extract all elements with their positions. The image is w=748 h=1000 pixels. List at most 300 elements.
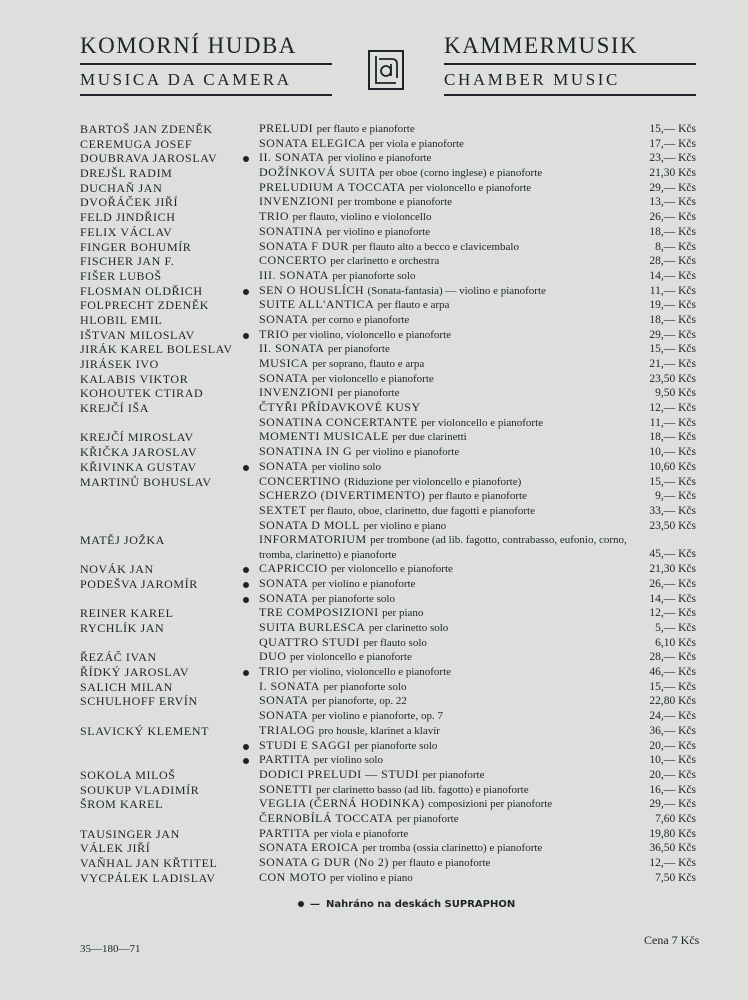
list-item — [0, 812, 748, 827]
work-title: SONATA — [259, 693, 309, 708]
work-instrumentation: per violoncello e pianoforte — [311, 372, 434, 385]
list-item — [0, 460, 748, 475]
composer-name: SCHULHOFF ERVÍN — [80, 694, 198, 709]
price: 11,— Kčs — [649, 284, 696, 297]
work-instrumentation: per violino e pianoforte — [355, 446, 460, 459]
price: 33,— Kčs — [649, 504, 696, 517]
legend-text: Nahráno na deskách SUPRAPHON — [326, 899, 516, 910]
list-item — [0, 372, 748, 387]
work-entry — [259, 475, 634, 490]
price: 23,50 Kčs — [649, 519, 696, 532]
price: 46,— Kčs — [649, 666, 696, 679]
work-entry — [259, 606, 634, 621]
work-title: II. SONATA — [259, 341, 325, 356]
price: 9,50 Kčs — [655, 387, 696, 400]
work-title: ČTYŘI PŘÍDAVKOVÉ KUSY — [259, 400, 421, 415]
work-entry — [259, 621, 634, 636]
price: 45,— Kčs — [649, 548, 696, 561]
work-title: SONATA — [259, 370, 309, 385]
work-entry — [259, 709, 634, 724]
list-item — [0, 313, 748, 328]
work-instrumentation: per violino e pianoforte — [311, 577, 416, 590]
work-instrumentation: per flauto e pianoforte — [316, 123, 415, 135]
composer-name: VÁLEK JIŘÍ — [80, 841, 151, 856]
legend-dash: — — [310, 899, 320, 910]
work-entry — [259, 577, 634, 592]
price: 16,— Kčs — [649, 783, 696, 796]
work-entry — [259, 342, 634, 357]
work-title: STUDI E SAGGI — [259, 737, 351, 752]
work-instrumentation: per flauto alto a becco e clavicembalo — [352, 240, 519, 253]
work-instrumentation: per violoncello e pianoforte — [290, 651, 412, 664]
price: 36,— Kčs — [649, 724, 696, 737]
work-entry — [259, 195, 634, 210]
list-item — [0, 636, 748, 651]
composer-name: KREJČÍ IŠA — [80, 401, 150, 416]
work-entry — [259, 181, 634, 196]
price: 18,— Kčs — [649, 313, 696, 326]
composer-name: SOKOLA MILOŠ — [80, 767, 176, 782]
work-instrumentation: per violino e pianoforte, op. 7 — [311, 710, 443, 723]
header-rule — [80, 94, 332, 96]
composer-name: DOUBRAVA JAROSLAV — [80, 151, 218, 166]
list-item — [0, 166, 748, 181]
work-instrumentation: per flauto e arpa — [377, 299, 450, 312]
work-title: TRIO — [259, 326, 289, 341]
supraphon-logo-icon — [368, 50, 404, 90]
work-entry — [259, 489, 634, 504]
work-entry — [259, 694, 634, 709]
composer-name: KŘIČKA JAROSLAV — [80, 445, 198, 460]
work-title: QUATTRO STUDI — [259, 634, 360, 649]
price: 15,— Kčs — [649, 680, 696, 693]
list-item — [0, 386, 748, 401]
list-item — [0, 328, 748, 343]
work-entry — [259, 841, 634, 856]
composer-name: CEREMUGA JOSEF — [80, 136, 193, 151]
price: 8,— Kčs — [655, 240, 696, 253]
header-left-title: KOMORNÍ HUDBA — [80, 33, 297, 58]
list-item — [0, 151, 748, 166]
list-item — [0, 195, 748, 210]
list-item — [0, 298, 748, 313]
list-item — [0, 416, 748, 431]
list-item — [0, 650, 748, 665]
composer-name: SLAVICKÝ KLEMENT — [80, 723, 210, 738]
header-rule — [80, 63, 332, 65]
work-title: SONATINA IN G — [259, 444, 353, 459]
list-item — [0, 430, 748, 445]
work-title: DODICI PRELUDI — STUDI — [259, 766, 419, 781]
work-entry — [259, 372, 634, 387]
catalog-code: 35—180—71 — [80, 943, 141, 955]
work-title: SCHERZO (DIVERTIMENTO) — [259, 488, 426, 503]
work-title: TRE COMPOSIZIONI — [259, 605, 379, 620]
list-item — [0, 621, 748, 636]
work-entry — [259, 665, 634, 680]
price: 5,— Kčs — [655, 622, 696, 634]
recording-dot-icon — [243, 744, 249, 750]
composer-name: VAŇHAL JAN KŘTITEL — [80, 856, 218, 870]
work-instrumentation: per violino e piano — [329, 871, 413, 884]
work-instrumentation: per violino e pianoforte — [327, 152, 432, 165]
header-left-subtitle: MUSICA DA CAMERA — [80, 70, 292, 89]
work-title: SONATA ELEGICA — [259, 135, 367, 150]
list-item — [0, 504, 748, 519]
list-item — [0, 827, 748, 842]
work-instrumentation: per flauto, oboe, clarinetto, due fagotti e pianoforte — [310, 504, 535, 517]
recording-dot-icon — [243, 670, 249, 676]
work-title: SONATA F DUR — [259, 238, 349, 253]
list-item — [0, 475, 748, 490]
list-item — [0, 797, 748, 812]
price: 14,— Kčs — [649, 269, 696, 282]
work-title: VEGLIA (ČERNÁ HODINKA) — [259, 796, 425, 811]
work-entry — [259, 856, 634, 871]
price: 28,— Kčs — [649, 255, 696, 268]
price: 9,— Kčs — [655, 490, 696, 503]
work-instrumentation: per violino, violoncello e pianoforte — [292, 666, 452, 679]
composer-name: FINGER BOHUMÍR — [80, 239, 192, 254]
list-item — [0, 871, 748, 886]
price: 12,— Kčs — [649, 402, 696, 415]
price: 21,30 Kčs — [649, 167, 696, 180]
composer-name: SOUKUP VLADIMÍR — [80, 782, 200, 797]
recording-dot-icon — [243, 758, 249, 764]
price: 14,— Kčs — [649, 592, 696, 605]
composer-name: ŠROM KAREL — [80, 797, 164, 812]
composer-name: DUCHAŇ JAN — [80, 180, 163, 195]
price: 29,— Kčs — [649, 328, 696, 341]
work-instrumentation: per due clarinetti — [392, 431, 467, 444]
work-entry — [259, 753, 634, 768]
work-entry — [259, 386, 634, 401]
work-instrumentation: per violoncello e pianoforte — [421, 416, 544, 429]
recording-dot-icon — [243, 333, 249, 339]
work-title: DUO — [259, 649, 287, 664]
composer-name: TAUSINGER JAN — [80, 826, 180, 841]
work-entry — [259, 445, 634, 460]
composer-name: VYCPÁLEK LADISLAV — [80, 870, 216, 885]
header-right-title: KAMMERMUSIK — [444, 33, 639, 58]
work-instrumentation: per trombone (ad lib. fagotto, contrabasso, eufonio, corno, tromba, clarinetto) e pianoforte — [259, 534, 627, 561]
header-right-subtitle: CHAMBER MUSIC — [444, 70, 620, 89]
work-instrumentation: (Sonata-fantasia) — violino e pianoforte — [367, 284, 546, 297]
composer-name: DVOŘÁČEK JIŘÍ — [80, 195, 179, 210]
work-instrumentation: per pianoforte — [327, 343, 390, 356]
work-entry — [259, 357, 634, 372]
composer-name: FELD JINDŘICH — [80, 210, 176, 225]
work-instrumentation: per pianoforte, op. 22 — [311, 695, 407, 708]
list-item — [0, 284, 748, 299]
work-title: SONETTI — [259, 781, 313, 796]
work-title: SONATA — [259, 575, 309, 590]
composer-name: HLOBIL EMIL — [80, 312, 163, 327]
work-instrumentation: per violoncello e pianoforte — [409, 181, 532, 194]
header-rule — [444, 63, 696, 65]
catalog-price: Cena 7 Kčs — [644, 933, 700, 947]
work-entry — [259, 284, 634, 299]
work-title: PRELUDIUM A TOCCATA — [259, 179, 406, 194]
price: 17,— Kčs — [649, 137, 696, 150]
work-instrumentation: per violino solo — [311, 460, 381, 473]
work-entry — [259, 240, 634, 255]
list-item — [0, 225, 748, 240]
list-item — [0, 768, 748, 783]
composer-name: KALABIS VIKTOR — [80, 371, 189, 386]
header-right — [444, 32, 696, 100]
recording-dot-icon — [243, 597, 249, 603]
work-instrumentation: composizioni per pianoforte — [428, 798, 553, 811]
price: 13,— Kčs — [649, 196, 696, 209]
price: 23,50 Kčs — [649, 372, 696, 385]
work-title: PARTITA — [259, 825, 311, 840]
price: 12,— Kčs — [649, 607, 696, 620]
work-title: PARTITA — [259, 752, 311, 767]
work-title: INFORMATORIUM — [259, 532, 367, 547]
work-entry — [259, 724, 634, 739]
catalog-list — [0, 122, 748, 885]
work-entry — [259, 519, 634, 534]
price: 18,— Kčs — [649, 431, 696, 444]
list-item — [0, 342, 748, 357]
legend — [298, 899, 515, 910]
work-entry — [259, 650, 634, 665]
price: 10,— Kčs — [649, 446, 696, 459]
work-instrumentation: per pianoforte — [396, 812, 459, 825]
work-instrumentation: per flauto solo — [363, 636, 427, 649]
list-item — [0, 445, 748, 460]
list-item — [0, 519, 748, 534]
work-instrumentation: per clarinetto e orchestra — [330, 255, 440, 268]
work-title: SONATA — [259, 311, 309, 326]
work-instrumentation: per pianoforte solo — [311, 592, 395, 605]
work-instrumentation: per soprano, flauto e arpa — [312, 358, 425, 370]
work-entry — [259, 313, 634, 328]
work-entry — [259, 783, 634, 798]
list-item — [0, 739, 748, 754]
recording-dot-icon — [243, 582, 249, 588]
price: 21,30 Kčs — [649, 563, 696, 576]
work-entry — [259, 269, 634, 284]
work-title: SEXTET — [259, 502, 307, 517]
work-entry — [259, 533, 634, 562]
work-instrumentation: per corno e pianoforte — [311, 313, 410, 326]
list-item — [0, 665, 748, 680]
work-instrumentation: per flauto, violino e violoncello — [292, 211, 432, 224]
price: 10,— Kčs — [649, 754, 696, 767]
work-title: III. SONATA — [259, 267, 329, 282]
composer-name: SALICH MILAN — [80, 679, 173, 694]
work-instrumentation: per tromba (ossia clarinetto) e pianoforte — [362, 842, 543, 855]
price: 20,— Kčs — [649, 739, 696, 752]
composer-name: KŘIVINKA GUSTAV — [80, 459, 197, 474]
list-item — [0, 254, 748, 269]
header-rule — [444, 94, 696, 96]
work-title: SEN O HOUSLÍCH — [259, 282, 365, 297]
work-instrumentation: per clarinetto solo — [368, 622, 449, 634]
work-entry — [259, 871, 634, 886]
header-left — [80, 32, 332, 100]
work-instrumentation: per violino e piano — [363, 519, 447, 532]
composer-name: MARTINŮ BOHUSLAV — [80, 474, 212, 489]
price: 26,— Kčs — [649, 577, 696, 590]
work-instrumentation: per flauto e pianoforte — [428, 490, 527, 503]
price: 15,— Kčs — [649, 123, 696, 135]
work-entry — [259, 592, 634, 607]
list-item — [0, 269, 748, 284]
composer-name: ŘÍDKÝ JAROSLAV — [80, 665, 190, 680]
recording-dot-icon — [298, 901, 304, 907]
work-entry — [259, 739, 634, 754]
work-title: SUITE ALL'ANTICA — [259, 297, 375, 312]
list-item — [0, 401, 748, 416]
price: 6,10 Kčs — [655, 636, 696, 649]
work-title: SONATINA — [259, 223, 323, 238]
price: 20,— Kčs — [649, 768, 696, 781]
composer-name: RYCHLÍK JAN — [80, 621, 165, 635]
work-title: TRIALOG — [259, 722, 316, 737]
work-title: INVENZIONI — [259, 385, 334, 400]
list-item — [0, 606, 748, 621]
list-item — [0, 210, 748, 225]
price: 22,80 Kčs — [649, 695, 696, 708]
work-title: TRIO — [259, 209, 289, 224]
price: 23,— Kčs — [649, 152, 696, 165]
price: 28,— Kčs — [649, 651, 696, 664]
price: 10,60 Kčs — [649, 460, 696, 473]
list-item — [0, 562, 748, 577]
work-instrumentation: (Riduzione per violoncello e pianoforte) — [344, 475, 522, 488]
work-title: SONATA EROICA — [259, 840, 359, 855]
work-title: CONCERTO — [259, 253, 327, 268]
composer-name: KOHOUTEK CTIRAD — [80, 386, 204, 401]
recording-dot-icon — [243, 567, 249, 573]
price: 21,— Kčs — [649, 358, 696, 370]
work-title: MOMENTI MUSICALE — [259, 429, 389, 444]
work-entry — [259, 225, 634, 240]
work-entry — [259, 797, 634, 812]
work-title: SONATA — [259, 458, 309, 473]
work-instrumentation: per violino solo — [313, 754, 383, 767]
work-instrumentation: per violoncello e pianoforte — [331, 563, 453, 576]
work-entry — [259, 137, 634, 152]
price: 12,— Kčs — [649, 857, 696, 869]
composer-name: MATĚJ JOŽKA — [80, 533, 165, 548]
work-title: MUSICA — [259, 356, 309, 370]
work-entry — [259, 122, 634, 137]
work-entry — [259, 812, 634, 827]
list-item — [0, 137, 748, 152]
price: 19,80 Kčs — [649, 827, 696, 840]
header — [0, 32, 748, 104]
composer-name: JIRÁK KAREL BOLESLAV — [80, 342, 233, 357]
recording-dot-icon — [243, 465, 249, 471]
recording-dot-icon — [243, 289, 249, 295]
work-entry — [259, 827, 634, 842]
work-title: SONATA D MOLL — [259, 517, 360, 532]
list-item — [0, 592, 748, 607]
work-title: PRELUDI — [259, 121, 314, 135]
list-item — [0, 357, 748, 372]
recording-dot-icon — [243, 156, 249, 162]
work-entry — [259, 636, 634, 651]
price: 15,— Kčs — [649, 475, 696, 488]
work-instrumentation: per pianoforte solo — [323, 680, 407, 693]
list-item — [0, 753, 748, 768]
price: 15,— Kčs — [649, 343, 696, 356]
list-item — [0, 533, 748, 562]
work-instrumentation: per flauto e pianoforte — [392, 857, 491, 869]
work-instrumentation: per pianoforte — [337, 387, 400, 400]
work-entry — [259, 460, 634, 475]
work-title: DOŽÍNKOVÁ SUITA — [259, 165, 376, 180]
composer-name: FELIX VÁCLAV — [80, 224, 173, 239]
work-entry — [259, 430, 634, 445]
composer-name: IŠTVAN MILOSLAV — [80, 327, 195, 342]
work-entry — [259, 328, 634, 343]
list-item — [0, 577, 748, 592]
list-item — [0, 724, 748, 739]
work-title: SONATA G DUR (No 2) — [259, 855, 389, 869]
composer-name: KREJČÍ MIROSLAV — [80, 430, 194, 445]
price: 7,50 Kčs — [655, 871, 696, 884]
list-item — [0, 680, 748, 695]
work-instrumentation: per clarinetto basso (ad lib. fagotto) e pianoforte — [316, 783, 529, 796]
work-title: CAPRICCIO — [259, 561, 328, 576]
composer-name: DREJŠL RADIM — [80, 166, 173, 181]
composer-name: FIŠER LUBOŠ — [80, 268, 162, 283]
work-instrumentation: per pianoforte solo — [354, 739, 438, 752]
work-entry — [259, 768, 634, 783]
work-title: TRIO — [259, 664, 289, 679]
price: 19,— Kčs — [649, 299, 696, 312]
price: 18,— Kčs — [649, 225, 696, 238]
work-entry — [259, 680, 634, 695]
work-title: SONATA — [259, 708, 309, 723]
composer-name: FISCHER JAN F. — [80, 254, 175, 269]
list-item — [0, 856, 748, 871]
price: 29,— Kčs — [649, 181, 696, 194]
composer-name: JIRÁSEK IVO — [80, 357, 159, 371]
list-item — [0, 694, 748, 709]
work-instrumentation: per oboe (corno inglese) e pianoforte — [379, 167, 543, 180]
work-instrumentation: per viola e pianoforte — [369, 137, 464, 150]
list-item — [0, 122, 748, 137]
work-instrumentation: pro housle, klarinet a klavír — [318, 724, 440, 737]
price: 26,— Kčs — [649, 211, 696, 224]
work-title: SONATINA CONCERTANTE — [259, 414, 418, 429]
work-title: II. SONATA — [259, 150, 325, 165]
work-title: ČERNOBÍLÁ TOCCATA — [259, 810, 394, 825]
list-item — [0, 240, 748, 255]
list-item — [0, 841, 748, 856]
composer-name: FOLPRECHT ZDENĚK — [80, 298, 210, 313]
list-item — [0, 783, 748, 798]
composer-name: PODEŠVA JAROMÍR — [80, 576, 198, 591]
composer-name: REINER KAREL — [80, 606, 174, 621]
work-instrumentation: per pianoforte solo — [332, 269, 416, 282]
work-title: CON MOTO — [259, 869, 327, 884]
work-instrumentation: per piano — [382, 607, 424, 620]
work-entry — [259, 210, 634, 225]
work-instrumentation: per trombone e pianoforte — [337, 196, 453, 209]
list-item — [0, 181, 748, 196]
price: 24,— Kčs — [649, 710, 696, 723]
work-entry — [259, 416, 634, 431]
work-title: CONCERTINO — [259, 473, 341, 488]
work-title: SUITA BURLESCA — [259, 620, 366, 634]
